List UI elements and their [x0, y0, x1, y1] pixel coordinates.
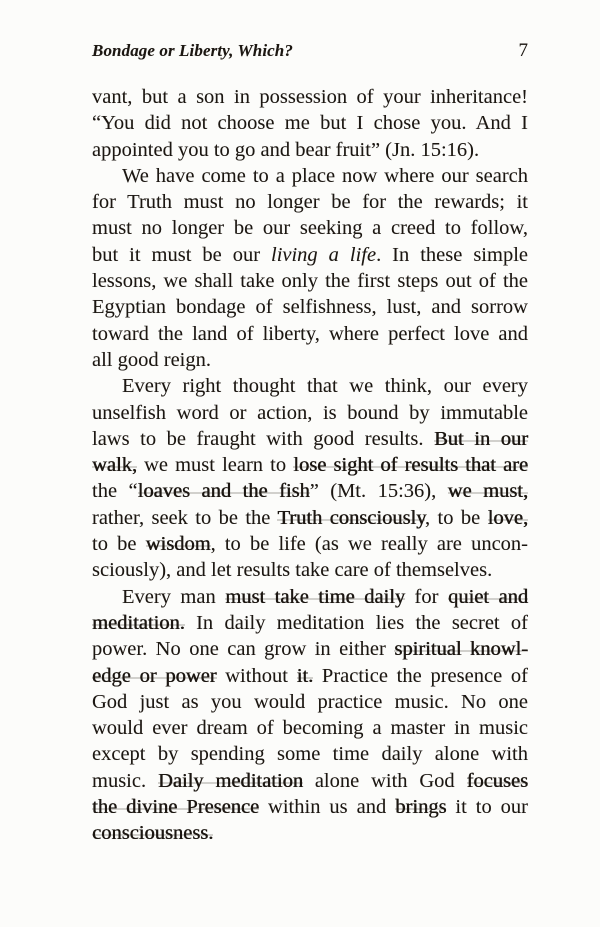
text-line — [92, 163, 528, 189]
text-line — [92, 137, 528, 163]
text-line — [92, 741, 528, 767]
pen-marked-text: edge or power — [92, 664, 217, 687]
text-segment: appointed you to go and bear fruit” (Jn. 15:16). — [92, 138, 480, 161]
text-segment: unselfish word or action, is bound by immutable — [92, 401, 528, 424]
text-line — [92, 84, 528, 110]
text-line — [92, 110, 528, 136]
text-segment: it to our — [446, 796, 528, 819]
text-segment: Every man — [122, 585, 226, 608]
text-segment: music. — [92, 769, 158, 792]
text-line — [92, 663, 528, 689]
text-segment: ” (Mt. 15:36), — [309, 480, 448, 503]
pen-marked-text: lose sight of results that are — [293, 454, 528, 477]
text-line — [92, 478, 528, 504]
pen-marked-text: Daily meditation — [157, 769, 303, 792]
pen-marked-text: consciousness. — [92, 822, 214, 845]
text-segment: Practice the presence of — [313, 664, 528, 687]
pen-marked-text: must take time daily — [225, 585, 406, 608]
pen-marked-text: wisdom — [145, 533, 211, 556]
text-segment: We have come to a place now where our search — [122, 164, 528, 187]
running-head — [92, 40, 528, 62]
pen-marked-text: walk, — [92, 454, 137, 477]
pen-marked-text: it. — [296, 664, 314, 687]
text-line — [92, 584, 528, 610]
text-segment: lessons, we shall take only the first steps out of the — [92, 270, 528, 293]
text-line — [92, 215, 528, 241]
text-segment: In daily meditation lies the secret of — [184, 611, 528, 634]
text-segment: the “ — [92, 480, 138, 503]
text-segment: sciously), and let results take care of themselves. — [92, 559, 493, 582]
italic-text: living a life — [271, 243, 377, 266]
text-line — [92, 452, 528, 478]
pen-marked-text: spiritual knowl- — [394, 638, 529, 661]
text-segment: for Truth must no longer be for the rewards; it — [92, 191, 528, 214]
text-segment: God just as you would practice music. No one — [92, 690, 528, 713]
text-line — [92, 820, 528, 846]
text-segment: would ever dream of becoming a master in music — [92, 717, 528, 740]
text-line — [92, 610, 528, 636]
text-segment: without — [216, 664, 297, 687]
text-segment: laws to be fraught with good results. — [92, 427, 434, 450]
running-head-title: Bondage or Liberty, Which? — [92, 41, 293, 60]
pen-marked-text: brings — [395, 796, 447, 819]
text-segment: we must learn to — [136, 454, 294, 477]
page-body — [92, 84, 528, 847]
text-segment: except by spending some time daily alone with — [92, 743, 528, 766]
text-segment: , to be life (as we really are uncon- — [210, 533, 528, 556]
pen-marked-text: we must, — [447, 480, 528, 503]
text-segment: for — [405, 585, 448, 608]
pen-marked-text: meditation. — [92, 611, 185, 634]
text-line — [92, 531, 528, 557]
text-line — [92, 268, 528, 294]
pen-marked-text: But in our — [434, 427, 528, 450]
text-segment: Egyptian bondage of selfishness, lust, and sorrow — [92, 296, 528, 319]
text-line — [92, 347, 528, 373]
text-line — [92, 794, 528, 820]
text-line — [92, 768, 528, 794]
text-segment: , to be — [425, 506, 488, 529]
text-line — [92, 426, 528, 452]
pen-marked-text: the divine Presence — [92, 796, 260, 819]
text-segment: . In these simple — [376, 243, 528, 266]
text-segment: power. No one can grow in either — [92, 638, 395, 661]
text-line — [92, 189, 528, 215]
text-line — [92, 505, 528, 531]
text-line — [92, 715, 528, 741]
text-line — [92, 400, 528, 426]
text-segment: but it must be our — [92, 243, 271, 266]
pen-marked-text: love, — [487, 506, 529, 529]
pen-marked-text: Truth consciously — [277, 506, 426, 529]
text-line — [92, 242, 528, 268]
pen-marked-text: quiet and — [447, 585, 529, 608]
text-segment: within us and — [259, 796, 396, 819]
text-segment: to be — [92, 533, 146, 556]
text-segment: vant, but a son in possession of your inheritance! — [92, 86, 528, 108]
page-number: 7 — [518, 40, 528, 61]
text-segment: “You did not choose me but I chose you. And I — [92, 112, 528, 135]
text-segment: alone with God — [303, 769, 467, 792]
text-line — [92, 321, 528, 347]
text-line — [92, 689, 528, 715]
pen-marked-text: loaves and the fish — [137, 480, 310, 503]
text-line — [92, 636, 528, 662]
text-segment: all good reign. — [92, 348, 211, 371]
text-line — [92, 373, 528, 399]
text-segment: Every right thought that we think, our every — [122, 375, 528, 398]
text-segment: must no longer be our seeking a creed to follow, — [92, 217, 528, 240]
text-segment: toward the land of liberty, where perfect love and — [92, 322, 528, 345]
text-segment: rather, seek to be the — [92, 506, 278, 529]
text-line — [92, 294, 528, 320]
text-line — [92, 557, 528, 583]
pen-marked-text: focuses — [466, 769, 528, 792]
